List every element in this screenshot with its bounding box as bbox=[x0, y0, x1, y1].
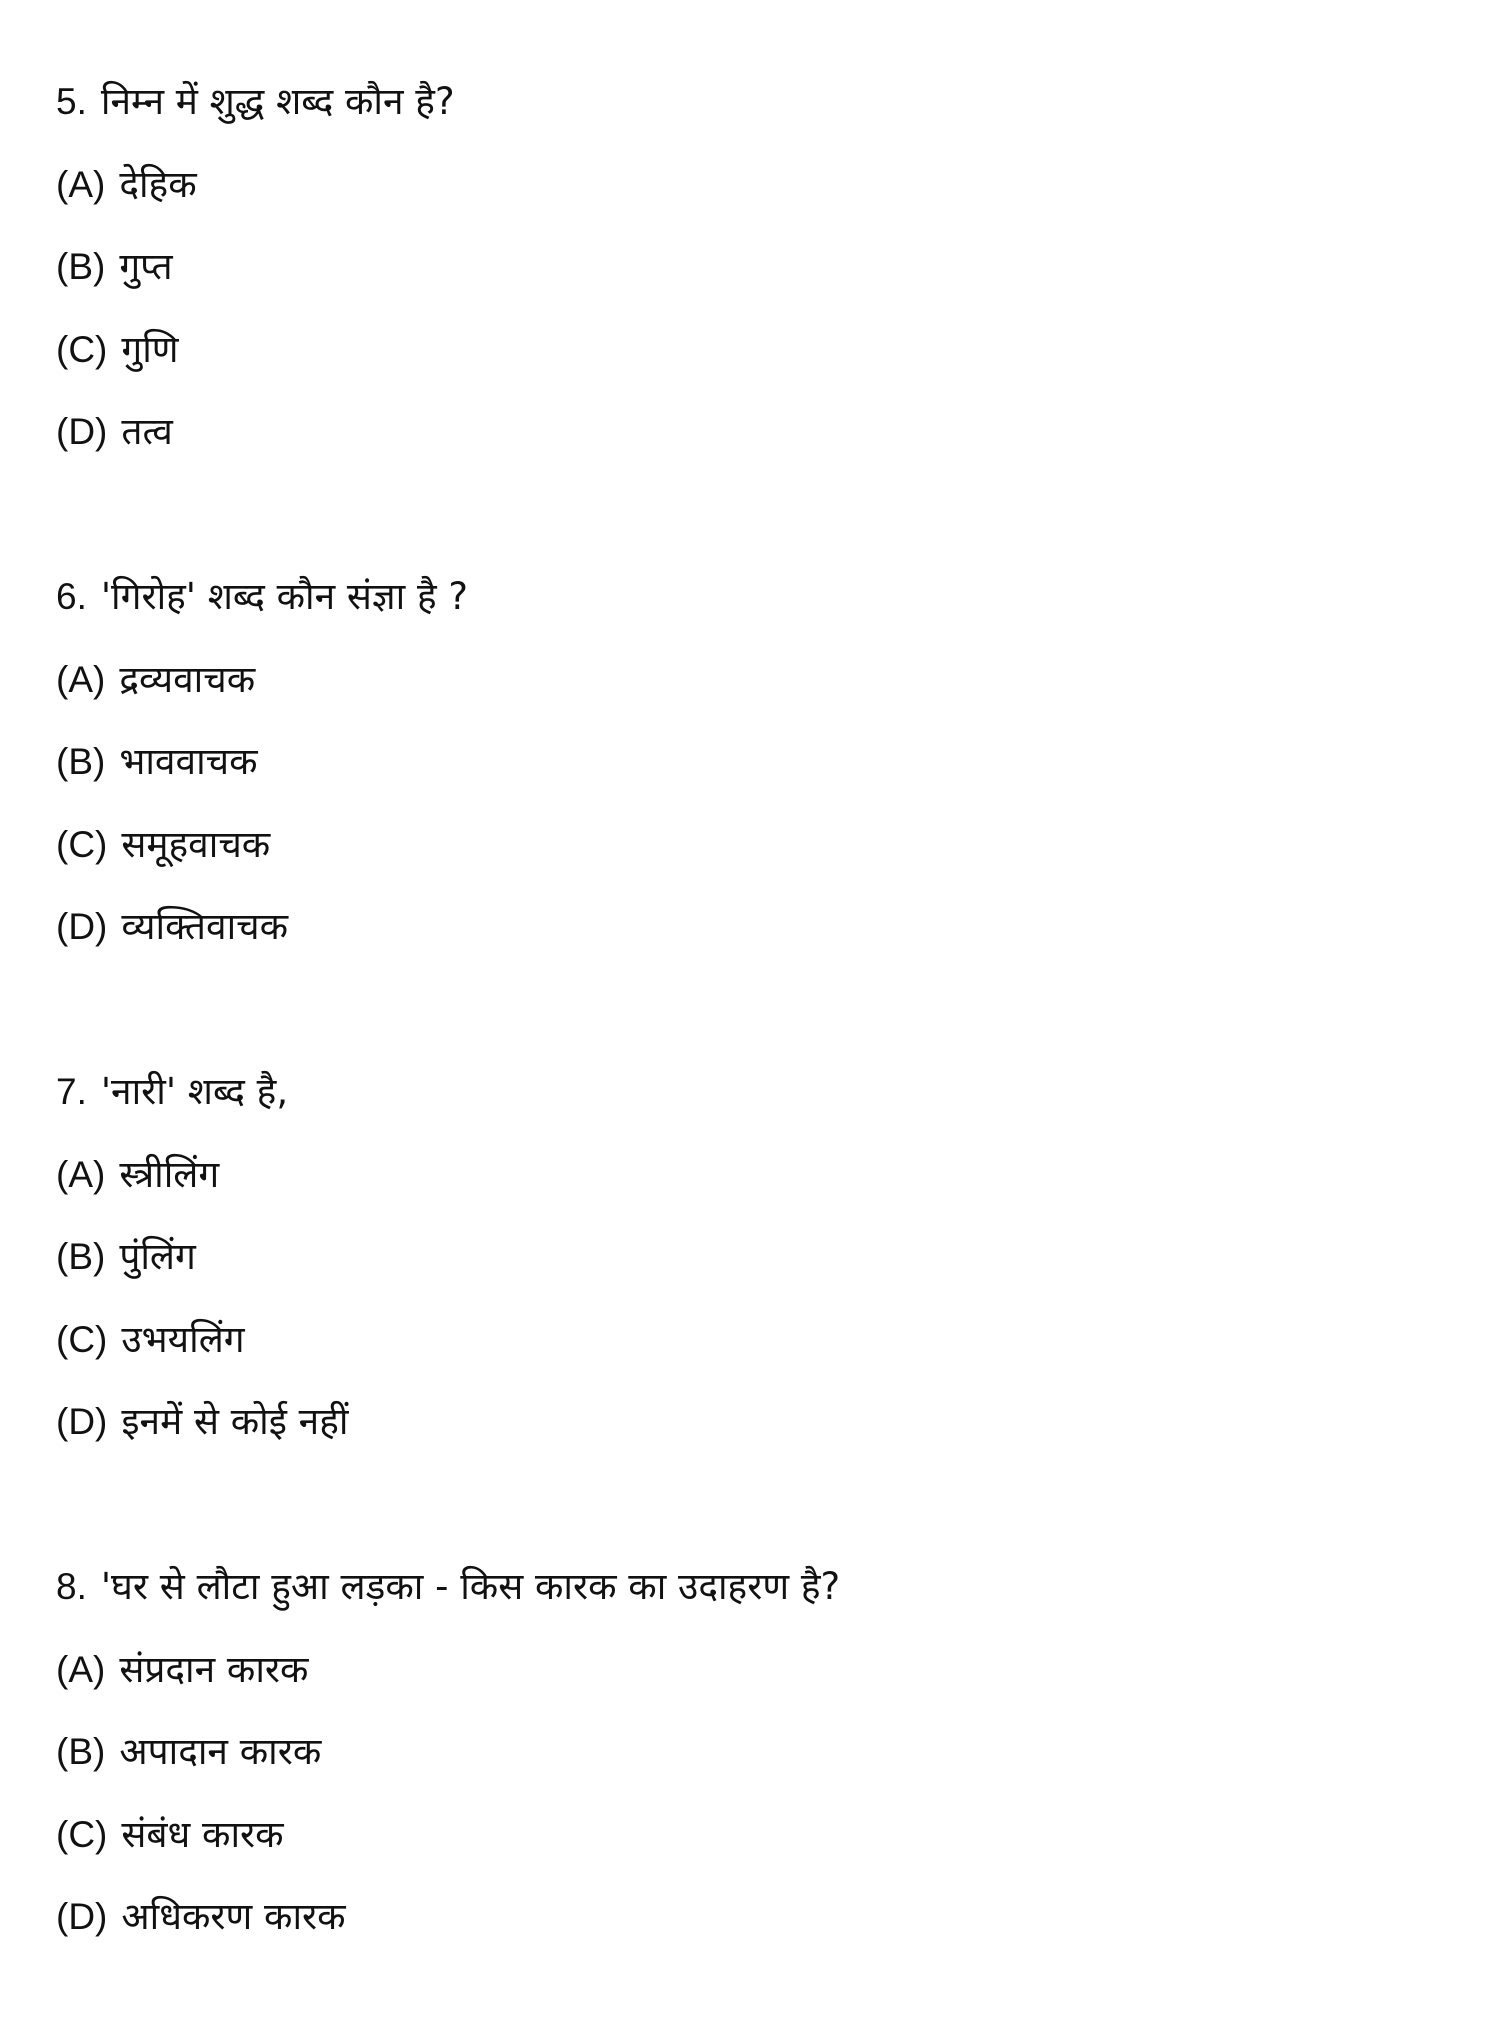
option bbox=[56, 1381, 348, 1464]
option-label: (A) bbox=[56, 1153, 106, 1195]
option-text: गुप्त bbox=[119, 245, 173, 288]
option-text: भाववाचक bbox=[119, 740, 258, 783]
option bbox=[56, 1711, 840, 1794]
option-text: इनमें से कोई नहीं bbox=[121, 1400, 349, 1443]
question-stem: 'घर से लौटा हुआ लड़का - किस कारक का उदाहरण है? bbox=[100, 1565, 841, 1608]
option-label: (D) bbox=[56, 906, 108, 947]
option bbox=[56, 804, 468, 887]
option bbox=[56, 886, 468, 969]
option-text: अधिकरण कारक bbox=[121, 1895, 346, 1938]
option-label: (D) bbox=[56, 411, 108, 452]
option bbox=[56, 639, 468, 722]
option-text: पुंलिंग bbox=[119, 1235, 196, 1278]
option-label: (B) bbox=[56, 246, 106, 287]
option-label: (A) bbox=[56, 163, 106, 205]
option-text: गुणि bbox=[121, 327, 179, 371]
question-text bbox=[56, 1546, 840, 1629]
option-label: (C) bbox=[56, 328, 108, 370]
option bbox=[56, 1876, 840, 1959]
option-text: तत्व bbox=[121, 410, 173, 453]
option bbox=[56, 309, 455, 392]
option-label: (C) bbox=[56, 823, 108, 865]
option-text: समूहवाचक bbox=[121, 822, 271, 866]
option bbox=[56, 391, 455, 474]
option-text: उभयलिंग bbox=[121, 1317, 245, 1361]
option-label: (A) bbox=[56, 658, 106, 700]
option-text: अपादान कारक bbox=[119, 1730, 322, 1773]
option-label: (D) bbox=[56, 1896, 108, 1937]
option-label: (D) bbox=[56, 1401, 108, 1442]
question-text bbox=[56, 1051, 348, 1134]
option bbox=[56, 721, 468, 804]
option-label: (A) bbox=[56, 1648, 106, 1690]
option-text: द्रव्यवाचक bbox=[119, 657, 256, 701]
question-stem: निम्न में शुद्ध शब्द कौन है? bbox=[100, 80, 455, 123]
option bbox=[56, 1134, 348, 1217]
question-block bbox=[56, 61, 455, 474]
question-stem: 'गिरोह' शब्द कौन संज्ञा है ? bbox=[100, 575, 469, 618]
option-text: संप्रदान कारक bbox=[119, 1647, 309, 1691]
option-text: व्यक्तिवाचक bbox=[121, 905, 289, 948]
option-text: देहिक bbox=[119, 162, 197, 206]
question-number: 8. bbox=[56, 1566, 87, 1607]
option bbox=[56, 1216, 348, 1299]
option-text: स्त्रीलिंग bbox=[119, 1152, 220, 1196]
option-label: (C) bbox=[56, 1318, 108, 1360]
question-number: 7. bbox=[56, 1071, 87, 1112]
question-block bbox=[56, 1546, 840, 1959]
question-number: 6. bbox=[56, 576, 87, 617]
option-label: (B) bbox=[56, 1731, 106, 1772]
option-label: (C) bbox=[56, 1813, 108, 1855]
option-label: (B) bbox=[56, 741, 106, 782]
option-label: (B) bbox=[56, 1236, 106, 1277]
question-stem: 'नारी' शब्द है, bbox=[100, 1070, 289, 1113]
question-block bbox=[56, 556, 468, 969]
question-text bbox=[56, 556, 468, 639]
question-number: 5. bbox=[56, 81, 87, 122]
option bbox=[56, 226, 455, 309]
question-text bbox=[56, 61, 455, 144]
question-block bbox=[56, 1051, 348, 1464]
option bbox=[56, 1629, 840, 1712]
option bbox=[56, 144, 455, 227]
option bbox=[56, 1299, 348, 1382]
option bbox=[56, 1794, 840, 1877]
option-text: संबंध कारक bbox=[121, 1812, 284, 1856]
